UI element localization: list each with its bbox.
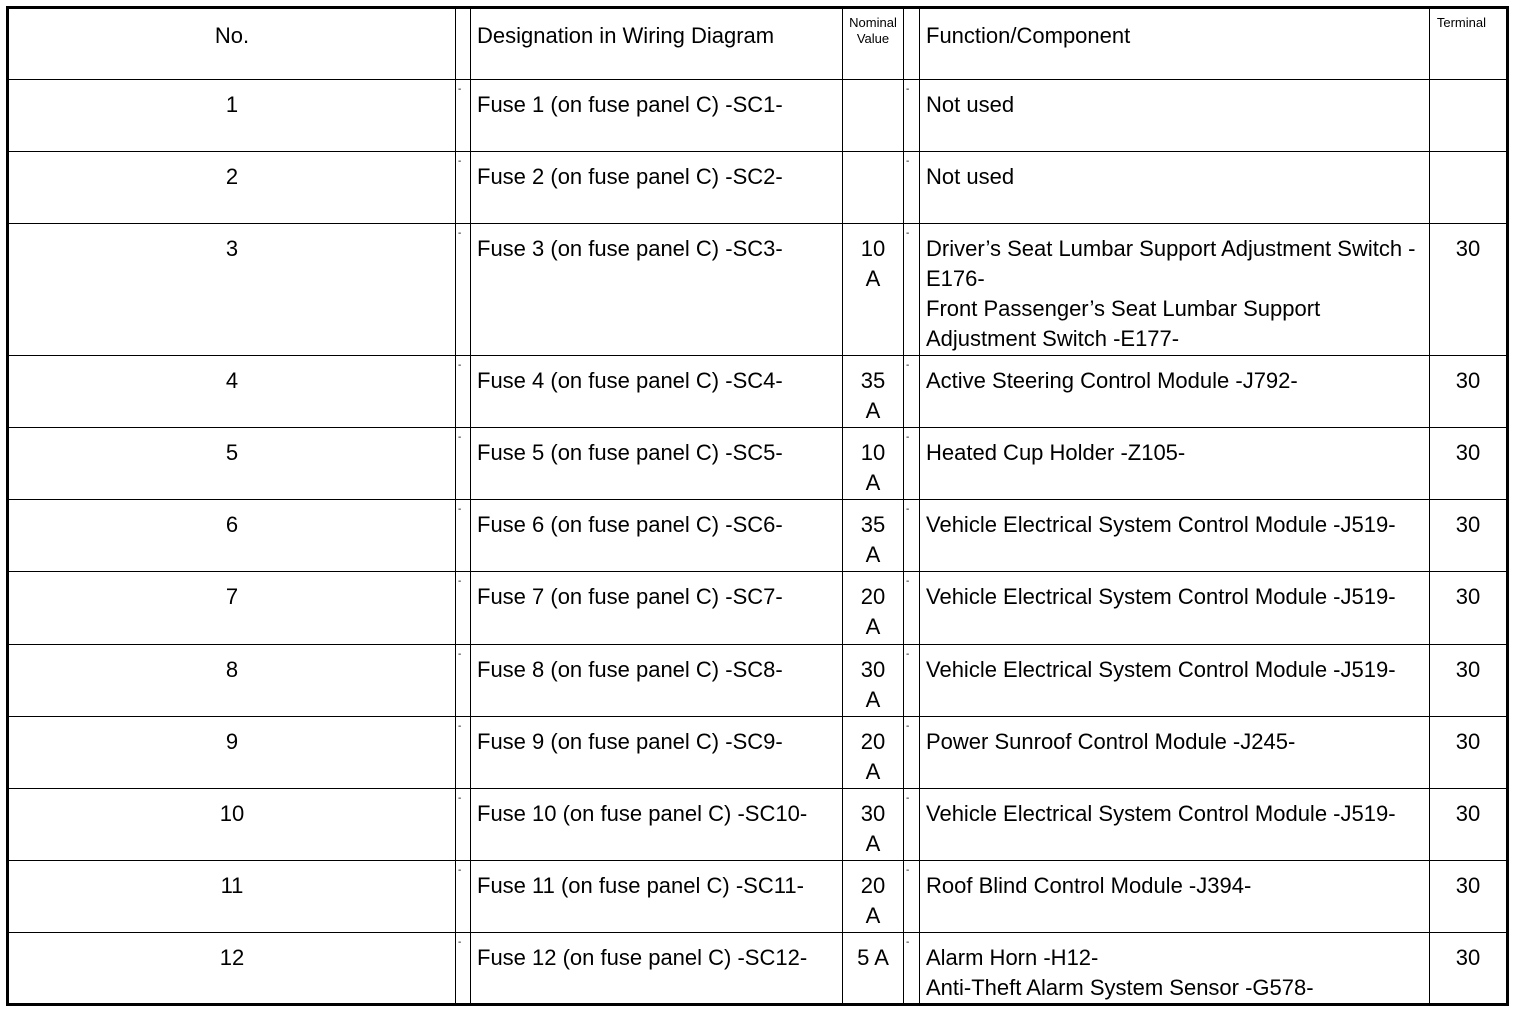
function-cell [920, 152, 1430, 224]
row-number: 7 [8, 572, 456, 644]
designation-cell: Fuse 3 (on fuse panel C) -SC3- [471, 224, 843, 356]
tick-mark: - [904, 860, 920, 932]
header-spacer [456, 8, 471, 80]
tick-mark: - [904, 152, 920, 224]
table-body [8, 80, 1508, 1005]
designation-cell: Fuse 1 (on fuse panel C) -SC1- [471, 80, 843, 152]
terminal-cell: 30 [1430, 644, 1508, 716]
designation-cell: Fuse 4 (on fuse panel C) -SC4- [471, 356, 843, 428]
designation-cell: Fuse 12 (on fuse panel C) -SC12- [471, 932, 843, 1004]
row-number: 6 [8, 500, 456, 572]
terminal-cell: 30 [1430, 932, 1508, 1004]
designation-cell: Fuse 10 (on fuse panel C) -SC10- [471, 788, 843, 860]
nominal-value-cell: 20 A [843, 572, 904, 644]
row-number: 8 [8, 644, 456, 716]
nominal-value-cell: 35 A [843, 500, 904, 572]
row-number: 4 [8, 356, 456, 428]
terminal-cell: 30 [1430, 860, 1508, 932]
function-cell [920, 860, 1430, 932]
terminal-cell: 30 [1430, 428, 1508, 500]
nominal-value-cell [843, 80, 904, 152]
designation-cell: Fuse 11 (on fuse panel C) -SC11- [471, 860, 843, 932]
terminal-cell: 30 [1430, 716, 1508, 788]
tick-mark: - [456, 356, 471, 428]
nominal-value-cell: 35 A [843, 356, 904, 428]
nominal-value-cell [843, 152, 904, 224]
tick-mark: - [456, 572, 471, 644]
function-line: Not used [926, 164, 1015, 190]
terminal-cell: 30 [1430, 356, 1508, 428]
tick-mark: - [456, 152, 471, 224]
fuse-table [6, 6, 1509, 1006]
designation-cell: Fuse 6 (on fuse panel C) -SC6- [471, 500, 843, 572]
table-row [8, 428, 1508, 500]
table-row [8, 572, 1508, 644]
function-cell [920, 644, 1430, 716]
terminal-cell: 30 [1430, 224, 1508, 356]
row-number: 11 [8, 860, 456, 932]
row-number: 10 [8, 788, 456, 860]
tick-mark: - [904, 80, 920, 152]
function-cell [920, 428, 1430, 500]
nominal-value-cell: 30 A [843, 644, 904, 716]
nominal-value-cell: 20 A [843, 860, 904, 932]
designation-cell: Fuse 9 (on fuse panel C) -SC9- [471, 716, 843, 788]
tick-mark: - [456, 860, 471, 932]
nominal-value-cell: 10 A [843, 224, 904, 356]
row-number: 1 [8, 80, 456, 152]
terminal-cell: 30 [1430, 572, 1508, 644]
tick-mark: - [904, 716, 920, 788]
table-row [8, 152, 1508, 224]
tick-mark: - [456, 716, 471, 788]
tick-mark: - [904, 644, 920, 716]
function-line: Active Steering Control Module -J792- [926, 368, 1298, 394]
table-row [8, 644, 1508, 716]
nominal-value-cell: 30 A [843, 788, 904, 860]
table-row [8, 224, 1508, 356]
header-no: No. [8, 8, 456, 80]
tick-mark: - [456, 224, 471, 356]
row-number: 9 [8, 716, 456, 788]
nominal-value-cell: 10 A [843, 428, 904, 500]
table-row [8, 788, 1508, 860]
function-line: Vehicle Electrical System Control Module -J519- [926, 656, 1396, 682]
terminal-cell [1430, 80, 1508, 152]
designation-cell: Fuse 5 (on fuse panel C) -SC5- [471, 428, 843, 500]
table-row [8, 356, 1508, 428]
tick-mark: - [456, 788, 471, 860]
function-cell [920, 788, 1430, 860]
tick-mark: - [456, 932, 471, 1004]
function-line: Vehicle Electrical System Control Module -J519- [926, 800, 1396, 826]
tick-mark: - [904, 932, 920, 1004]
function-line: Driver’s Seat Lumbar Support Adjustment Switch -E176- [926, 236, 1416, 292]
function-line: Front Passenger’s Seat Lumbar Support Adjustment Switch -E177- [926, 296, 1321, 352]
function-line: Heated Cup Holder -Z105- [926, 440, 1186, 466]
function-cell [920, 932, 1430, 1004]
function-cell [920, 716, 1430, 788]
tick-mark: - [456, 644, 471, 716]
row-number: 3 [8, 224, 456, 356]
table-header-row [8, 8, 1508, 80]
tick-mark: - [456, 500, 471, 572]
function-cell [920, 500, 1430, 572]
nominal-value-cell: 20 A [843, 716, 904, 788]
header-terminal: Terminal [1430, 8, 1508, 80]
terminal-cell: 30 [1430, 500, 1508, 572]
tick-mark: - [456, 428, 471, 500]
function-line: Vehicle Electrical System Control Module -J519- [926, 512, 1396, 538]
terminal-cell [1430, 152, 1508, 224]
tick-mark: - [456, 80, 471, 152]
table-row [8, 716, 1508, 788]
function-line: Vehicle Electrical System Control Module -J519- [926, 584, 1396, 610]
table-row [8, 860, 1508, 932]
tick-mark: - [904, 356, 920, 428]
header-spacer [904, 8, 920, 80]
terminal-cell: 30 [1430, 788, 1508, 860]
function-line: Alarm Horn -H12- [926, 944, 1099, 970]
tick-mark: - [904, 788, 920, 860]
function-line: Anti-Theft Alarm System Sensor -G578- [926, 974, 1314, 1000]
designation-cell: Fuse 8 (on fuse panel C) -SC8- [471, 644, 843, 716]
header-nominal-value: Nominal Value [843, 8, 904, 80]
function-cell [920, 356, 1430, 428]
tick-mark: - [904, 224, 920, 356]
function-cell [920, 224, 1430, 356]
tick-mark: - [904, 428, 920, 500]
designation-cell: Fuse 2 (on fuse panel C) -SC2- [471, 152, 843, 224]
designation-cell: Fuse 7 (on fuse panel C) -SC7- [471, 572, 843, 644]
row-number: 5 [8, 428, 456, 500]
row-number: 2 [8, 152, 456, 224]
table-row [8, 500, 1508, 572]
function-line: Power Sunroof Control Module -J245- [926, 728, 1296, 754]
tick-mark: - [904, 572, 920, 644]
nominal-value-cell: 5 A [843, 932, 904, 1004]
function-cell [920, 80, 1430, 152]
function-cell [920, 572, 1430, 644]
function-line: Roof Blind Control Module -J394- [926, 872, 1252, 898]
header-function: Function/Component [920, 8, 1430, 80]
header-designation: Designation in Wiring Diagram [471, 8, 843, 80]
table-row [8, 932, 1508, 1004]
function-line: Not used [926, 92, 1015, 117]
row-number: 12 [8, 932, 456, 1004]
table-row [8, 80, 1508, 152]
tick-mark: - [904, 500, 920, 572]
